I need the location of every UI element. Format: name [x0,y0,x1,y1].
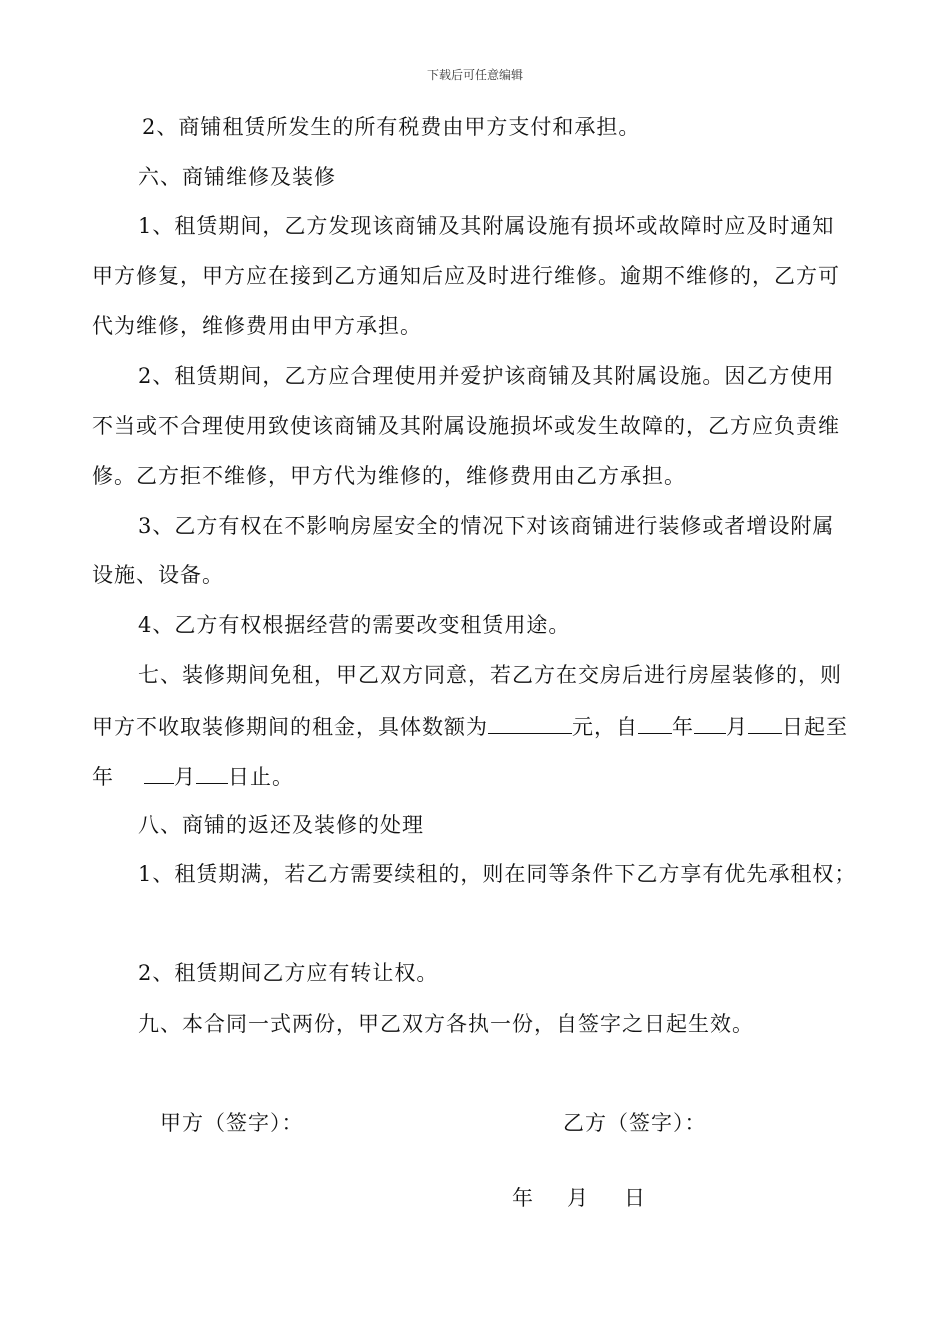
paragraph-line: 代为维修，维修费用由甲方承担。 [92,314,422,338]
paragraph-line: 1、租赁期满，若乙方需要续租的，则在同等条件下乙方享有优先承租权； [138,862,857,886]
section-heading: 八、商铺的返还及装修的处理 [138,813,424,837]
start-year-blank[interactable] [638,711,672,734]
end-year-label: 年 [92,765,114,789]
section-heading: 七、装修期间免租，甲乙双方同意，若乙方在交房后进行房屋装修的，则 [138,663,842,687]
start-month-blank[interactable] [694,711,726,734]
paragraph-line: 2、租赁期间乙方应有转让权。 [138,961,439,985]
paragraph-line: 3、乙方有权在不影响房屋安全的情况下对该商铺进行装修或者增设附属 [138,514,835,538]
rent-text: 甲方不收取装修期间的租金，具体数额为 [92,715,488,739]
paragraph-line: 设施、设备。 [92,563,224,587]
section-heading: 九、本合同一式两份，甲乙双方各执一份，自签字之日起生效。 [138,1012,754,1036]
party-a-signature: 甲方（签字）： [160,1111,304,1135]
date-month: 月 [567,1186,589,1210]
rent-amount-line [92,711,848,741]
page-header: 下载后可任意编辑 [426,68,523,82]
paragraph-line: 4、乙方有权根据经营的需要改变租赁用途。 [138,613,571,637]
paragraph-line: 2、商铺租赁所发生的所有税费由甲方支付和承担。 [142,115,641,139]
paragraph-line: 修。乙方拒不维修，甲方代为维修的，维修费用由乙方承担。 [92,464,686,488]
section-heading: 六、商铺维修及装修 [138,165,336,189]
paragraph-line: 甲方修复，甲方应在接到乙方通知后应及时进行维修。逾期不维修的，乙方可 [92,264,840,288]
end-day-blank[interactable] [196,761,228,784]
end-month-label: 月 [174,765,196,789]
paragraph-line: 不当或不合理使用致使该商铺及其附属设施损坏或发生故障的，乙方应负责维 [92,414,840,438]
day-label: 日起至 [782,715,848,739]
year-label: 年 [672,715,694,739]
rent-amount-blank[interactable] [488,711,572,734]
date-day: 日 [624,1186,646,1210]
start-day-blank[interactable] [748,711,782,734]
end-day-label: 日止。 [228,765,294,789]
month-label: 月 [726,715,748,739]
party-b-signature: 乙方（签字）： [563,1111,707,1135]
date-year: 年 [512,1186,534,1210]
paragraph-line: 2、租赁期间，乙方应合理使用并爱护该商铺及其附属设施。因乙方使用 [138,364,835,388]
end-month-blank[interactable] [144,761,174,784]
rent-end-line [92,761,294,791]
rent-unit: 元，自 [572,715,638,739]
paragraph-line: 1、租赁期间，乙方发现该商铺及其附属设施有损坏或故障时应及时通知 [138,214,835,238]
